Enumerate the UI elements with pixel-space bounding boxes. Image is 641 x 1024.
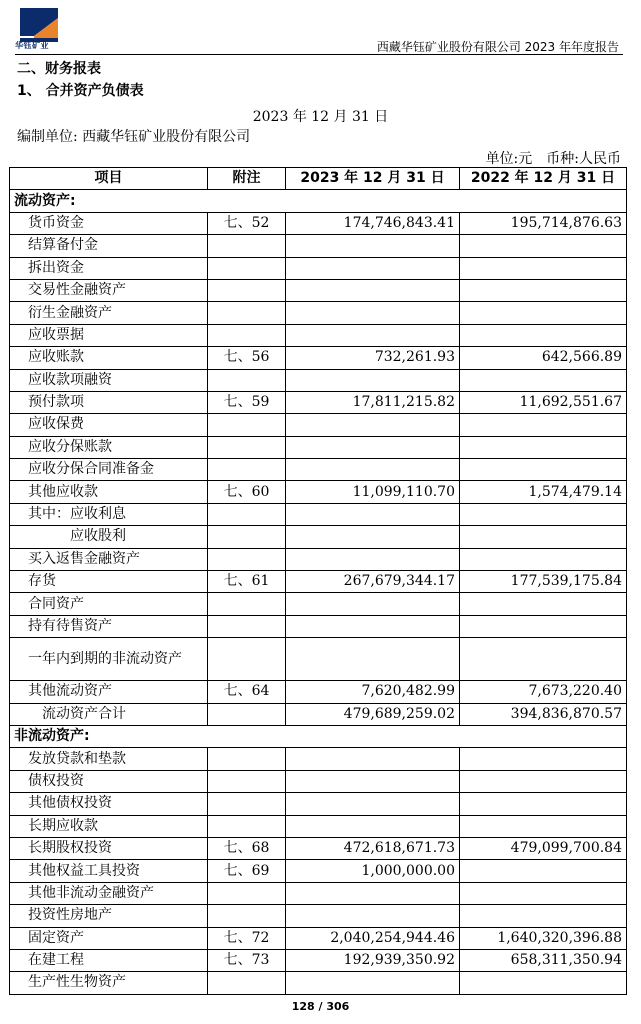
table-row	[10, 615, 627, 637]
value-2023-cell	[286, 414, 460, 436]
value-2022-cell	[460, 257, 627, 279]
table-row	[10, 369, 627, 391]
item-cell: 应收账款	[10, 347, 208, 369]
note-cell	[208, 638, 286, 681]
value-2022-cell: 195,714,876.63	[460, 212, 627, 234]
item-cell: 结算备付金	[10, 235, 208, 257]
item-cell: 合同资产	[10, 593, 208, 615]
value-2023-cell: 2,040,254,944.46	[286, 927, 460, 949]
value-2022-cell	[460, 972, 627, 994]
value-2023-cell	[286, 593, 460, 615]
value-2023-cell	[286, 748, 460, 770]
value-2022-cell	[460, 793, 627, 815]
table-row	[10, 481, 627, 503]
item-cell: 债权投资	[10, 770, 208, 792]
note-cell: 七、61	[208, 571, 286, 593]
table-row	[10, 503, 627, 525]
value-2022-cell: 1,640,320,396.88	[460, 927, 627, 949]
item-cell: 应收分保合同准备金	[10, 459, 208, 481]
value-2022-cell	[460, 369, 627, 391]
table-row	[10, 815, 627, 837]
item-cell: 应收款项融资	[10, 369, 208, 391]
item-cell: 衍生金融资产	[10, 302, 208, 324]
value-2022-cell	[460, 324, 627, 346]
item-cell: 其中：应收利息	[10, 503, 208, 525]
value-2022-cell: 7,673,220.40	[460, 681, 627, 703]
currency-unit: 单位:元 币种:人民币	[485, 151, 621, 167]
column-header-note: 附注	[208, 168, 286, 190]
column-header-item: 项目	[10, 168, 208, 190]
table-row	[10, 837, 627, 859]
item-cell: 应收票据	[10, 324, 208, 346]
table-row	[10, 681, 627, 703]
value-2023-cell	[286, 615, 460, 637]
table-row	[10, 703, 627, 725]
note-cell: 七、59	[208, 391, 286, 413]
value-2022-cell	[460, 414, 627, 436]
item-cell: 流动资产合计	[10, 703, 208, 725]
value-2022-cell	[460, 638, 627, 681]
item-cell: 其他应收款	[10, 481, 208, 503]
item-cell: 其他权益工具投资	[10, 860, 208, 882]
table-row	[10, 235, 627, 257]
table-row	[10, 770, 627, 792]
table-row	[10, 972, 627, 994]
note-cell	[208, 369, 286, 391]
subsection-title: 1、 合并资产负债表	[17, 83, 144, 99]
table-row	[10, 347, 627, 369]
item-cell: 其他非流动金融资产	[10, 882, 208, 904]
item-cell: 在建工程	[10, 949, 208, 971]
table-row	[10, 190, 627, 212]
value-2023-cell	[286, 905, 460, 927]
note-cell	[208, 503, 286, 525]
note-cell	[208, 972, 286, 994]
table-row	[10, 949, 627, 971]
note-cell: 七、72	[208, 927, 286, 949]
item-cell: 交易性金融资产	[10, 279, 208, 301]
value-2023-cell	[286, 235, 460, 257]
table-row	[10, 548, 627, 570]
table-row	[10, 391, 627, 413]
value-2022-cell	[460, 615, 627, 637]
note-cell: 七、60	[208, 481, 286, 503]
item-cell: 货币资金	[10, 212, 208, 234]
note-cell	[208, 257, 286, 279]
table-row	[10, 860, 627, 882]
value-2022-cell	[460, 882, 627, 904]
value-2023-cell	[286, 793, 460, 815]
table-row	[10, 459, 627, 481]
value-2022-cell	[460, 436, 627, 458]
table-row	[10, 793, 627, 815]
value-2023-cell	[286, 459, 460, 481]
value-2023-cell	[286, 972, 460, 994]
value-2023-cell: 192,939,350.92	[286, 949, 460, 971]
note-cell	[208, 905, 286, 927]
table-row	[10, 748, 627, 770]
note-cell	[208, 770, 286, 792]
value-2023-cell: 11,099,110.70	[286, 481, 460, 503]
table-row	[10, 324, 627, 346]
value-2023-cell: 174,746,843.41	[286, 212, 460, 234]
value-2022-cell	[460, 548, 627, 570]
table-row	[10, 526, 627, 548]
value-2023-cell: 732,261.93	[286, 347, 460, 369]
value-2022-cell	[460, 526, 627, 548]
note-cell	[208, 526, 286, 548]
page-header	[0, 0, 641, 56]
table-header-row	[10, 168, 627, 190]
item-cell: 应收股利	[10, 526, 208, 548]
value-2023-cell	[286, 815, 460, 837]
table-row	[10, 257, 627, 279]
table-row	[10, 212, 627, 234]
note-cell: 七、56	[208, 347, 286, 369]
preparer-unit: 编制单位: 西藏华钰矿业股份有限公司	[17, 129, 251, 145]
value-2022-cell	[460, 748, 627, 770]
note-cell: 七、68	[208, 837, 286, 859]
value-2023-cell: 479,689,259.02	[286, 703, 460, 725]
item-cell: 生产性生物资产	[10, 972, 208, 994]
table-row	[10, 302, 627, 324]
column-header-2023: 2023 年 12 月 31 日	[286, 168, 460, 190]
item-cell: 存货	[10, 571, 208, 593]
value-2022-cell: 177,539,175.84	[460, 571, 627, 593]
table-row	[10, 414, 627, 436]
note-cell	[208, 615, 286, 637]
note-cell	[208, 414, 286, 436]
value-2023-cell: 1,000,000.00	[286, 860, 460, 882]
value-2022-cell: 11,692,551.67	[460, 391, 627, 413]
table-row	[10, 593, 627, 615]
item-cell: 拆出资金	[10, 257, 208, 279]
value-2022-cell: 642,566.89	[460, 347, 627, 369]
note-cell	[208, 593, 286, 615]
note-cell	[208, 302, 286, 324]
value-2023-cell	[286, 882, 460, 904]
value-2023-cell	[286, 302, 460, 324]
note-cell: 七、73	[208, 949, 286, 971]
report-date: 2023 年 12 月 31 日	[252, 109, 389, 125]
note-cell: 七、64	[208, 681, 286, 703]
item-cell: 长期应收款	[10, 815, 208, 837]
value-2023-cell	[286, 279, 460, 301]
item-cell: 长期股权投资	[10, 837, 208, 859]
value-2022-cell	[460, 770, 627, 792]
value-2022-cell	[460, 815, 627, 837]
value-2022-cell	[460, 503, 627, 525]
item-cell: 其他债权投资	[10, 793, 208, 815]
value-2023-cell	[286, 436, 460, 458]
value-2022-cell	[460, 593, 627, 615]
column-header-2022: 2022 年 12 月 31 日	[460, 168, 627, 190]
balance-sheet-table	[9, 167, 627, 995]
section-title: 二、财务报表	[17, 61, 101, 77]
note-cell	[208, 436, 286, 458]
note-cell	[208, 324, 286, 346]
value-2022-cell: 658,311,350.94	[460, 949, 627, 971]
item-cell: 发放贷款和垫款	[10, 748, 208, 770]
value-2023-cell	[286, 638, 460, 681]
table-row	[10, 279, 627, 301]
logo-text: 华钰矿业	[15, 41, 49, 50]
value-2023-cell	[286, 770, 460, 792]
value-2023-cell	[286, 548, 460, 570]
table-row	[10, 571, 627, 593]
value-2022-cell: 479,099,700.84	[460, 837, 627, 859]
item-cell: 固定资产	[10, 927, 208, 949]
item-cell: 持有待售资产	[10, 615, 208, 637]
value-2023-cell: 472,618,671.73	[286, 837, 460, 859]
value-2023-cell	[286, 503, 460, 525]
item-cell: 应收分保账款	[10, 436, 208, 458]
value-2022-cell	[460, 235, 627, 257]
value-2023-cell: 7,620,482.99	[286, 681, 460, 703]
note-cell	[208, 882, 286, 904]
value-2023-cell: 17,811,215.82	[286, 391, 460, 413]
value-2022-cell: 394,836,870.57	[460, 703, 627, 725]
section-header-cell: 非流动资产:	[10, 725, 627, 747]
note-cell: 七、52	[208, 212, 286, 234]
note-cell	[208, 748, 286, 770]
table-row	[10, 725, 627, 747]
value-2023-cell	[286, 526, 460, 548]
note-cell	[208, 815, 286, 837]
value-2023-cell	[286, 257, 460, 279]
note-cell	[208, 703, 286, 725]
item-cell: 应收保费	[10, 414, 208, 436]
value-2022-cell: 1,574,479.14	[460, 481, 627, 503]
table-row	[10, 927, 627, 949]
report-title: 西藏华钰矿业股份有限公司 2023 年年度报告	[376, 40, 619, 54]
section-header-cell: 流动资产:	[10, 190, 627, 212]
value-2022-cell	[460, 302, 627, 324]
item-cell: 其他流动资产	[10, 681, 208, 703]
note-cell	[208, 279, 286, 301]
item-cell: 买入返售金融资产	[10, 548, 208, 570]
value-2023-cell: 267,679,344.17	[286, 571, 460, 593]
value-2023-cell	[286, 369, 460, 391]
note-cell	[208, 793, 286, 815]
item-cell: 一年内到期的非流动资产	[10, 638, 208, 681]
value-2022-cell	[460, 905, 627, 927]
header-divider	[15, 54, 623, 55]
table-row	[10, 638, 627, 681]
table-row	[10, 436, 627, 458]
table-row	[10, 882, 627, 904]
note-cell: 七、69	[208, 860, 286, 882]
item-cell: 投资性房地产	[10, 905, 208, 927]
item-cell: 预付款项	[10, 391, 208, 413]
table-row	[10, 905, 627, 927]
value-2022-cell	[460, 459, 627, 481]
value-2022-cell	[460, 279, 627, 301]
value-2022-cell	[460, 860, 627, 882]
note-cell	[208, 235, 286, 257]
note-cell	[208, 459, 286, 481]
value-2023-cell	[286, 324, 460, 346]
page-number: 128 / 306	[291, 1000, 350, 1013]
note-cell	[208, 548, 286, 570]
